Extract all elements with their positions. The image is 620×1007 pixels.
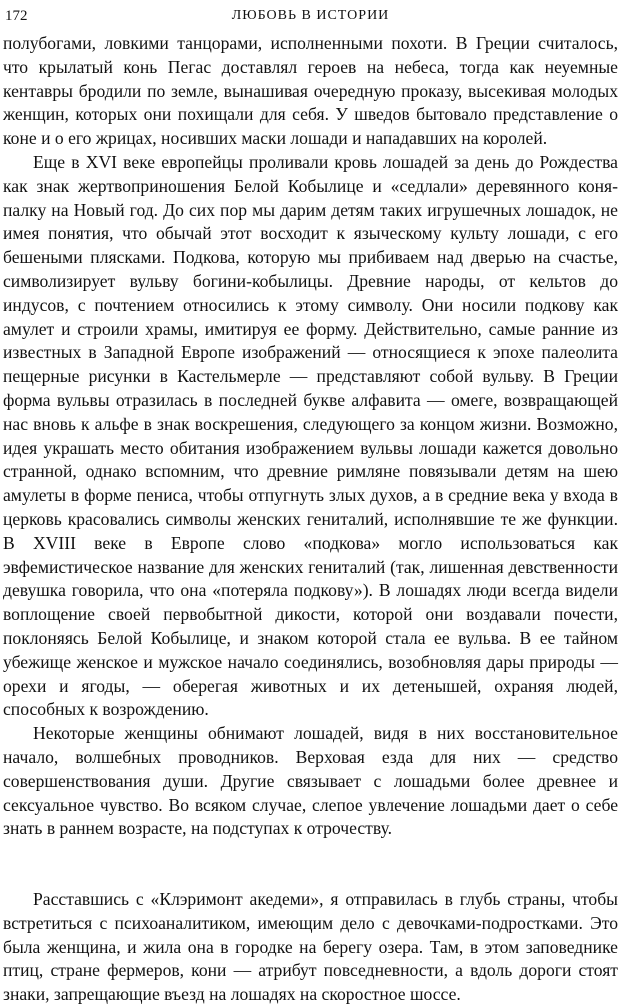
running-title: ЛЮБОВЬ В ИСТОРИИ [231, 8, 390, 23]
body-text [3, 32, 618, 1007]
page-number: 172 [5, 8, 28, 24]
paragraph: Еще в XVI веке европейцы проливали кровь лошадей за день до Рождества как знак жертвоприношения Белой Кобылице и «седлали» деревянного коня-палку на Новый год. До сих пор мы дарим детям таких игрушечных лошадок, не имея понятия, что обычай этот восходит к языческому культу лошади, с его бешеными плясками. Подкова, которую мы прибиваем над дверью на счастье, символизирует вульву богини-кобылицы. Древние народы, от кельтов до индусов, с почтением относились к этому символу. Они носили подкову как амулет и строили храмы, имитируя ее форму. Действительно, самые ранние из известных в Западной Европе изображений — относящиеся к эпохе палеолита пещерные рисунки в Кастельмерле — представляют собой вульву. В Греции форма вульвы отразилась в последней букве алфавита — омеге, возвращающей нас вновь к альфе в знак воскрешения, следующего за концом жизни. Возможно, идея украшать место обитания изображением вульвы лошади кажется довольно странной, однако вспомним, что древние римляне повязывали детям на шею амулеты в форме пениса, чтобы отпугнуть злых духов, а в средние века у входа в церковь красовались символы женских гениталий, исполнявшие те же функции. В XVIII веке в Европе слово «подкова» могло использоваться как эвфемистическое название для женских гениталий (так, лишенная девственности девушка говорила, что она «потеряла подкову»). В лошадях люди всегда видели воплощение своей первобытной дикости, которой они воздавали почести, поклоняясь Белой Кобылице, и знаком которой стала ее вульва. В ее тайном убежище женское и мужское начало соединялись, возобновляя дары природы — орехи и ягоды, — оберегая животных и их детенышей, охраняя людей, способных к возрождению. [3, 151, 618, 720]
paragraph: Некоторые женщины обнимают лошадей, видя в них восстановительное начало, волшебных проводников. Верховая езда для них — средство совершенствования души. Другие связывает с лошадьми более древнее и сексуальное чувство. Во всяком случае, слепое увлечение лошадьми дает о себе знать в раннем возрасте, на подступах к отрочеству. [3, 723, 618, 839]
paragraph-new-section: Расставшись с «Клэримонт акедеми», я отправилась в глубь страны, чтобы встретиться с психоаналитиком, имеющим дело с девочками-подростками. Это была женщина, и жила она в городке на берегу озера. Там, в этом заповеднике птиц, стране фермеров, кони — атрибут повседневности, а вдоль дороги стоят знаки, запрещающие въезд на лошадях на скоростное шоссе. [3, 889, 618, 1005]
running-head [3, 6, 618, 28]
paragraph-continued: полубогами, ловкими танцорами, исполненными похоти. В Греции считалось, что крылатый конь Пегас доставлял героев на небеса, тогда как неуемные кентавры бродили по земле, вынашивая очередную проказу, высекивая молодых женщин, которых они похищали для себя. У шведов бытовало представление о коне и о его жрицах, носивших маски лошади и нападавших на королей. [3, 33, 618, 149]
